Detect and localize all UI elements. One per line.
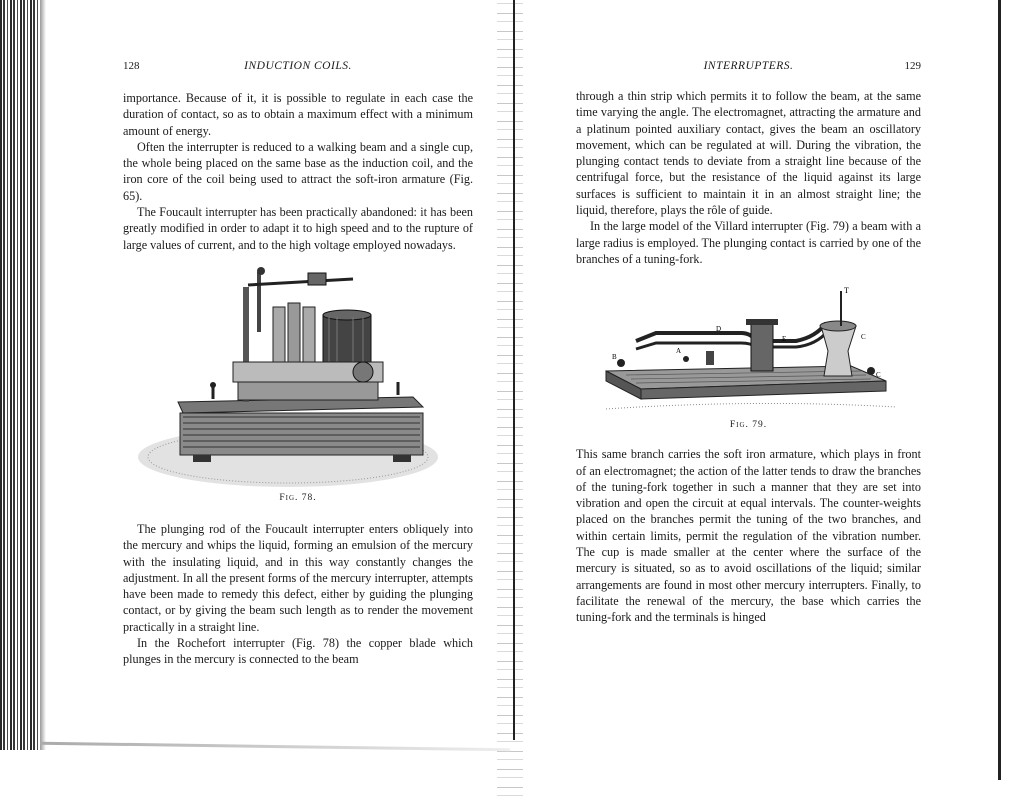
page-number: 129 (904, 60, 921, 72)
binding-edge-left (0, 0, 40, 750)
page-bottom-shadow (40, 742, 510, 752)
right-page (576, 60, 921, 626)
page-edge-right (998, 0, 1001, 780)
figure-label: T (844, 286, 849, 296)
figure-79 (576, 281, 921, 430)
center-gutter-line (513, 0, 515, 740)
figure-label: C (876, 371, 881, 380)
figure-label: A (676, 347, 682, 356)
figure-label: B (612, 353, 617, 362)
paragraph: In the Rochefort interrupter (Fig. 78) the copper blade which plunges in the mercury is connected to the beam (123, 636, 473, 667)
figure-label: D (716, 325, 722, 334)
figure-caption: Fig. 79. (729, 420, 768, 431)
paragraph: through a thin strip which permits it to follow the beam, at the same time varying the angle. The electromagnet, attracting the armature and a platinum pointed auxiliary contact, gives the beam an oscillatory movement, which can be regulated at will. During the vibration, the plunging contact tends to deviate from a straight line because of the centrifugal force, but the resistance of the liquid against its large surfaces is sufficient to maintain it in an almost straight line; the liquid, therefore, plays the rôle of guide. (576, 89, 921, 218)
rochefort-interrupter-illustration (123, 267, 473, 497)
running-title: INTERRUPTERS. (703, 60, 794, 72)
paragraph: Often the interrupter is reduced to a walking beam and a single cup, the whole being placed on the same base as the induction coil, and the iron core of the coil being used to attract the soft-iron armature (Fig. 65). (123, 139, 473, 203)
figure-label: E (782, 335, 787, 344)
paragraph: In the large model of the Villard interrupter (Fig. 79) a beam with a large radius is employed. The plunging contact is carried by one of the branches of a tuning-fork. (576, 219, 921, 266)
figure-78 (123, 267, 473, 503)
left-page-header (123, 60, 473, 80)
center-gutter (497, 0, 523, 805)
villard-interrupter-illustration (576, 281, 921, 426)
paragraph: importance. Because of it, it is possible to regulate in each case the duration of contact, so as to obtain a maximum effect with a minimum amount of energy. (123, 91, 473, 138)
paragraph: This same branch carries the soft iron armature, which plays in front of an electromagnet; the action of the latter tends to draw the branches of the tuning-fork together in such a manner that they are set into vibration and open the circuit at equal intervals. The counter-weights placed on the branches permit the tuning of the two branches, and within certain limits, permit the regulation of the vibration number. The cup is made smaller at the center where the surface of the mercury is situated, so as to avoid oscillations of the liquid; similar arrangements are found in most other mercury interrupters. Finally, to facilitate the renewal of the mercury, the base which carries the tuning-fork and the terminals is hinged (576, 447, 921, 625)
page-number: 128 (123, 60, 140, 72)
right-page-header (576, 60, 921, 80)
figure-label: C (861, 333, 866, 342)
figure-caption: Fig. 78. (279, 492, 317, 503)
running-title: INDUCTION COILS. (244, 60, 352, 72)
binding-edge-shadow (40, 0, 46, 750)
paragraph: The plunging rod of the Foucault interrupter enters obliquely into the mercury and whips the liquid, forming an emulsion of the mercury with the insulating liquid, and in this way constantly changes the adjustment. In all the present forms of the mercury interrupter, attempts have been made to remedy this defect, either by guiding the plunging contact, or by giving the beam such length as to render the movement practically in a straight line. (123, 521, 473, 634)
paragraph: The Foucault interrupter has been practically abandoned: it has been greatly modified in order to adapt it to high speed and to the rupture of large values of current, and to the high voltage employed nowadays. (123, 205, 473, 252)
left-page (123, 60, 473, 668)
